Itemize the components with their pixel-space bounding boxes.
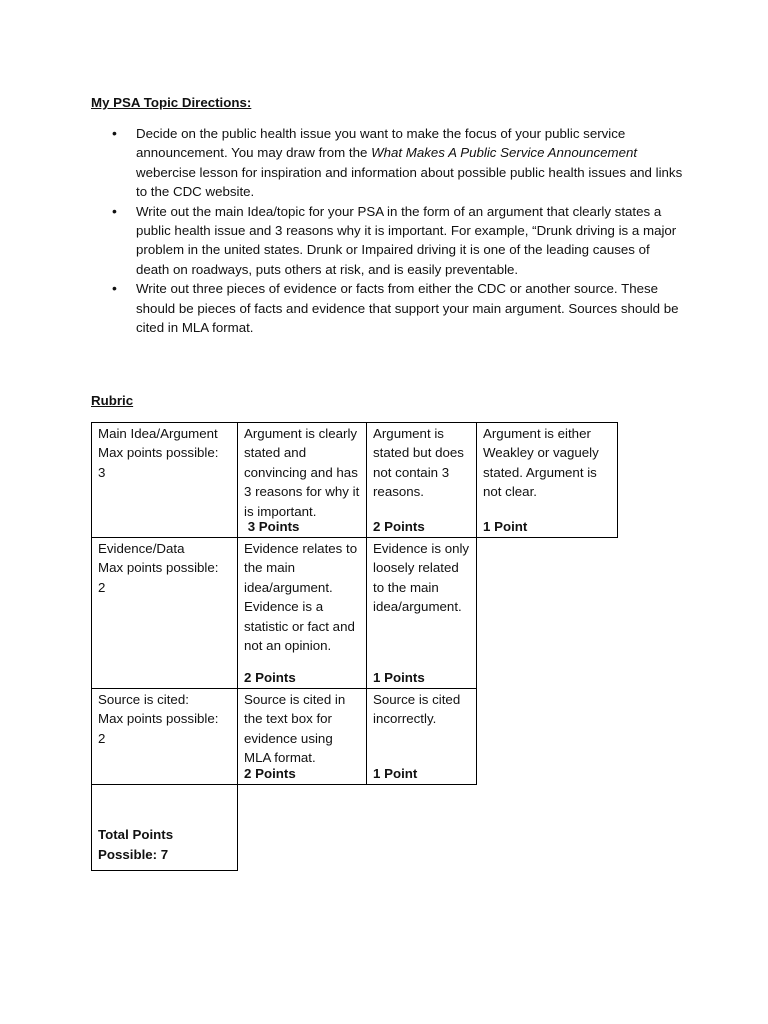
rubric-cell-points: 1 Points bbox=[373, 669, 425, 685]
rubric-total-cell bbox=[91, 784, 238, 871]
bullet-icon: • bbox=[112, 202, 117, 219]
rubric-cell bbox=[237, 422, 367, 538]
rubric-cell-points: 3 Points bbox=[244, 518, 300, 534]
rubric-criterion-main-idea: Main Idea/Argument Max points possible: 3 bbox=[91, 422, 238, 538]
rubric-cell-points: 2 Points bbox=[244, 669, 296, 685]
rubric-title: Rubric bbox=[91, 393, 134, 408]
rubric-cell-desc: Argument is stated but does not contain 3 reasons. bbox=[373, 426, 464, 500]
rubric-criterion-source: Source is cited: Max points possible: 2 bbox=[91, 688, 238, 785]
rubric-cell-desc: Source is cited in the text box for evidence using MLA format. bbox=[244, 692, 346, 766]
rubric-cell-points: 2 Points bbox=[244, 765, 296, 781]
rubric-cell-points: 1 Point bbox=[483, 518, 528, 534]
rubric-cell-desc: Argument is clearly stated and convincing and has 3 reasons for why it is important. bbox=[244, 426, 360, 519]
directions-item-text: Write out three pieces of evidence or facts from either the CDC or another source. These should be pieces of facts and evidence that support your main argument. Sources should be cited in MLA format. bbox=[136, 281, 679, 336]
rubric-cell-points: 2 Points bbox=[373, 518, 425, 534]
webercise-title: What Makes A Public Service Announcement bbox=[371, 145, 638, 161]
bullet-icon: • bbox=[112, 280, 117, 297]
bullet-icon: • bbox=[112, 125, 117, 141]
rubric-cell bbox=[366, 422, 477, 538]
rubric-cell bbox=[476, 422, 618, 538]
rubric-cell bbox=[237, 537, 367, 689]
total-points-label: Total Points Possible: 7 bbox=[98, 827, 174, 862]
directions-item-text: Write out the main Idea/topic for your PSA in the form of an argument that clearly states a public health issue and 3 reasons why it is important. For example, “Drunk driving is a major problem in the united states. Drunk or Impaired driving it is one of the leading causes of death on roadways, puts others at risk, and is easily preventable. bbox=[136, 203, 677, 277]
directions-item bbox=[112, 279, 686, 337]
directions-item bbox=[112, 124, 686, 202]
directions-heading: My PSA Topic Directions: bbox=[91, 95, 252, 110]
rubric-cell-desc: Source is cited incorrectly. bbox=[373, 692, 461, 727]
rubric-cell bbox=[366, 688, 477, 785]
rubric-cell-points: 1 Point bbox=[373, 765, 418, 781]
rubric-cell-desc: Argument is either Weakley or vaguely stated. Argument is not clear. bbox=[483, 426, 599, 500]
rubric-cell bbox=[366, 537, 477, 689]
rubric-cell bbox=[237, 688, 367, 785]
rubric-cell-desc: Evidence is only loosely related to the main idea/argument. bbox=[373, 541, 470, 615]
directions-item-text: Decide on the public health issue you want to make the focus of your public service announcement. You may draw from the bbox=[136, 126, 626, 161]
rubric-cell-desc: Evidence relates to the main idea/argument. Evidence is a statistic or fact and not an opinion. bbox=[244, 541, 358, 654]
directions-list bbox=[112, 124, 686, 337]
directions-item bbox=[112, 202, 686, 280]
directions-item-text-cont: webercise lesson for inspiration and information about possible public health issues and links to the CDC website. bbox=[136, 164, 683, 200]
rubric-criterion-evidence: Evidence/Data Max points possible: 2 bbox=[91, 537, 238, 689]
